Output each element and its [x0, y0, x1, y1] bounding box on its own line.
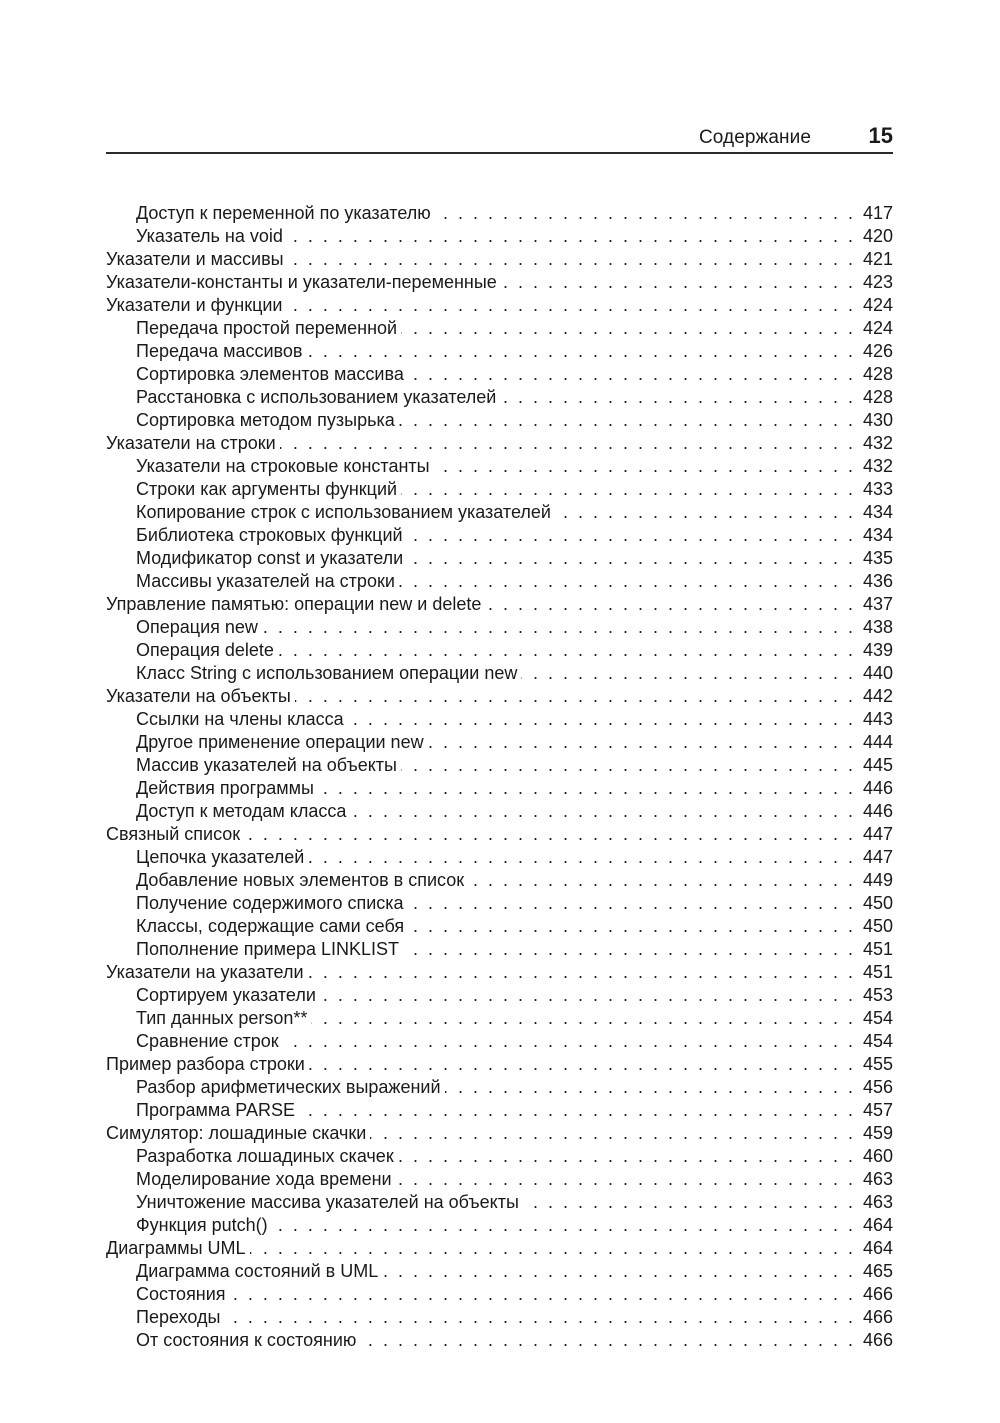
- toc-entry-page: 439: [862, 640, 893, 660]
- toc-entry-title: Строки как аргументы функций: [136, 479, 398, 499]
- toc-entry-title: Операция new: [136, 617, 258, 637]
- toc-entry-title: Разбор арифметических выражений: [136, 1077, 441, 1097]
- toc-subsection-entry: [106, 1076, 893, 1099]
- dot-leader: [224, 1306, 853, 1329]
- toc-entry-page: 445: [862, 755, 893, 775]
- toc-subsection-entry: [106, 777, 893, 800]
- dot-leader: [399, 570, 853, 593]
- dot-leader: [435, 202, 853, 225]
- toc-subsection-entry: [106, 1191, 893, 1214]
- dot-leader: [287, 225, 853, 248]
- toc-section-entry: [106, 961, 893, 984]
- toc-subsection-entry: [106, 1168, 893, 1191]
- toc-entry-title: Состояния: [136, 1284, 226, 1304]
- toc-subsection-entry: [106, 938, 893, 961]
- toc-entry-title: Связный список: [106, 824, 241, 844]
- dot-leader: [401, 754, 853, 777]
- toc-entry-title: Указатели-константы и указатели-переменные: [106, 272, 497, 292]
- dot-leader: [350, 800, 853, 823]
- toc-entry-title: Указатели на указатели: [106, 962, 304, 982]
- page-number: 15: [868, 123, 893, 148]
- toc-entry-title: Передача массивов: [136, 341, 303, 361]
- toc-entry-page: 454: [862, 1031, 893, 1051]
- toc-entry-title: Копирование строк с использованием указателей: [136, 502, 551, 522]
- dot-leader: [311, 1007, 853, 1030]
- dot-leader: [401, 317, 853, 340]
- dot-leader: [230, 1283, 853, 1306]
- dot-leader: [501, 271, 853, 294]
- toc-subsection-entry: [106, 524, 893, 547]
- toc-subsection-entry: [106, 1007, 893, 1030]
- toc-subsection-entry: [106, 892, 893, 915]
- toc-entry-title: Пример разбора строки: [106, 1054, 305, 1074]
- toc-subsection-entry: [106, 754, 893, 777]
- toc-entry-title: Библиотека строковых функций: [136, 525, 403, 545]
- toc-section-entry: [106, 1122, 893, 1145]
- toc-entry-page: 465: [862, 1261, 893, 1281]
- dot-leader: [318, 777, 853, 800]
- toc-entry-title: Доступ к переменной по указателю: [136, 203, 431, 223]
- toc-entry-page: 421: [862, 249, 893, 269]
- toc-entry-title: Сортировка методом пузырька: [136, 410, 395, 430]
- toc-subsection-entry: [106, 570, 893, 593]
- page-header: [106, 124, 893, 154]
- toc-section-entry: [106, 432, 893, 455]
- dot-leader: [408, 915, 853, 938]
- toc-entry-page: 460: [862, 1146, 893, 1166]
- toc-entry-title: Пополнение примера LINKLIST: [136, 939, 400, 959]
- dot-leader: [348, 708, 853, 731]
- toc-entry-page: 463: [862, 1169, 893, 1189]
- dot-leader: [485, 593, 853, 616]
- toc-subsection-entry: [106, 662, 893, 685]
- toc-entry-page: 451: [862, 962, 893, 982]
- dot-leader: [280, 432, 853, 455]
- dot-leader: [370, 1122, 853, 1145]
- dot-leader: [308, 846, 853, 869]
- toc-entry-page: 443: [862, 709, 893, 729]
- toc-entry-title: Указатели на объекты: [106, 686, 291, 706]
- dot-leader: [278, 639, 853, 662]
- toc-subsection-entry: [106, 984, 893, 1007]
- toc-entry-page: 442: [862, 686, 893, 706]
- toc-entry-title: Получение содержимого списка: [136, 893, 404, 913]
- toc-entry-page: 428: [862, 387, 893, 407]
- toc-entry-page: 466: [862, 1307, 893, 1327]
- toc-section-entry: [106, 593, 893, 616]
- toc-entry-page: 446: [862, 778, 893, 798]
- toc-entry-page: 437: [862, 594, 893, 614]
- toc-entry-title: Цепочка указателей: [136, 847, 305, 867]
- dot-leader: [408, 892, 853, 915]
- toc-entry-page: 466: [862, 1284, 893, 1304]
- toc-entry-title: Операция delete: [136, 640, 274, 660]
- toc-entry-page: 424: [862, 318, 893, 338]
- toc-entry-title: Переходы: [136, 1307, 221, 1327]
- dot-leader: [555, 501, 853, 524]
- dot-leader: [401, 478, 853, 501]
- toc-entry-title: Разработка лошадиных скачек: [136, 1146, 394, 1166]
- dot-leader: [244, 823, 853, 846]
- toc-entry-title: Управление памятью: операции new и delete: [106, 594, 482, 614]
- toc-subsection-entry: [106, 639, 893, 662]
- dot-leader: [286, 294, 853, 317]
- dot-leader: [403, 938, 853, 961]
- dot-leader: [262, 616, 853, 639]
- dot-leader: [320, 984, 853, 1007]
- toc-entry-title: Тип данных person**: [136, 1008, 308, 1028]
- dot-leader: [288, 248, 853, 271]
- toc-subsection-entry: [106, 478, 893, 501]
- dot-leader: [523, 1191, 853, 1214]
- dot-leader: [399, 409, 853, 432]
- dot-leader: [468, 869, 853, 892]
- dot-leader: [309, 1053, 853, 1076]
- toc-entry-title: Массив указателей на объекты: [136, 755, 397, 775]
- toc-entry-title: Симулятор: лошадиные скачки: [106, 1123, 367, 1143]
- toc-entry-title: Моделирование хода времени: [136, 1169, 392, 1189]
- toc-subsection-entry: [106, 1306, 893, 1329]
- toc-subsection-entry: [106, 800, 893, 823]
- toc-entry-title: Сортировка элементов массива: [136, 364, 404, 384]
- toc-subsection-entry: [106, 455, 893, 478]
- toc-subsection-entry: [106, 1099, 893, 1122]
- toc-entry-page: 453: [862, 985, 893, 1005]
- toc-entry-title: От состояния к состоянию: [136, 1330, 357, 1350]
- toc-entry-page: 464: [862, 1238, 893, 1258]
- toc-entry-title: Сравнение строк: [136, 1031, 279, 1051]
- toc-entry-page: 420: [862, 226, 893, 246]
- toc-subsection-entry: [106, 501, 893, 524]
- toc-entry-page: 430: [862, 410, 893, 430]
- toc-entry-page: 434: [862, 502, 893, 522]
- dot-leader: [521, 662, 853, 685]
- toc-section-entry: [106, 1237, 893, 1260]
- toc-subsection-entry: [106, 869, 893, 892]
- toc-subsection-entry: [106, 1260, 893, 1283]
- toc-entry-page: 435: [862, 548, 893, 568]
- dot-leader: [299, 1099, 853, 1122]
- toc-entry-page: 464: [862, 1215, 893, 1235]
- dot-leader: [295, 685, 853, 708]
- toc-entry-page: 450: [862, 893, 893, 913]
- dot-leader: [396, 1168, 853, 1191]
- toc-entry-title: Классы, содержащие сами себя: [136, 916, 405, 936]
- toc-entry-title: Расстановка с использованием указателей: [136, 387, 497, 407]
- toc-subsection-entry: [106, 1214, 893, 1237]
- toc-subsection-entry: [106, 915, 893, 938]
- toc-entry-page: 432: [862, 456, 893, 476]
- toc-entry-title: Другое применение операции new: [136, 732, 424, 752]
- toc-entry-page: 423: [862, 272, 893, 292]
- toc-entry-page: 440: [862, 663, 893, 683]
- toc-entry-title: Указатели на строковые константы: [136, 456, 430, 476]
- toc-entry-page: 434: [862, 525, 893, 545]
- toc-entry-title: Добавление новых элементов в список: [136, 870, 465, 890]
- toc-section-entry: [106, 823, 893, 846]
- dot-leader: [250, 1237, 853, 1260]
- toc-entry-title: Доступ к методам класса: [136, 801, 347, 821]
- toc-subsection-entry: [106, 846, 893, 869]
- toc-entry-page: 424: [862, 295, 893, 315]
- toc-entry-page: 447: [862, 824, 893, 844]
- toc-section-entry: [106, 294, 893, 317]
- toc-entry-title: Указатели и массивы: [106, 249, 284, 269]
- toc-subsection-entry: [106, 1145, 893, 1168]
- toc-subsection-entry: [106, 202, 893, 225]
- toc-subsection-entry: [106, 225, 893, 248]
- toc-entry-title: Программа PARSE: [136, 1100, 295, 1120]
- toc-entry-title: Массивы указателей на строки: [136, 571, 395, 591]
- toc-entry-page: 466: [862, 1330, 893, 1350]
- toc-section-entry: [106, 1053, 893, 1076]
- toc-entry-title: Класс String с использованием операции new: [136, 663, 518, 683]
- toc-entry-page: 455: [862, 1054, 893, 1074]
- dot-leader: [308, 961, 854, 984]
- toc-section-entry: [106, 248, 893, 271]
- toc-subsection-entry: [106, 1283, 893, 1306]
- dot-leader: [408, 363, 853, 386]
- toc-subsection-entry: [106, 547, 893, 570]
- toc-entry-page: 436: [862, 571, 893, 591]
- toc-subsection-entry: [106, 1030, 893, 1053]
- toc-section-entry: [106, 685, 893, 708]
- dot-leader: [434, 455, 853, 478]
- dot-leader: [360, 1329, 853, 1352]
- toc-subsection-entry: [106, 363, 893, 386]
- dot-leader: [500, 386, 853, 409]
- toc-entry-title: Уничтожение массива указателей на объекты: [136, 1192, 519, 1212]
- toc-subsection-entry: [106, 317, 893, 340]
- toc-entry-title: Указатели на строки: [106, 433, 276, 453]
- dot-leader: [445, 1076, 853, 1099]
- toc-entry-page: 463: [862, 1192, 893, 1212]
- toc-entry-page: 449: [862, 870, 893, 890]
- toc-entry-page: 432: [862, 433, 893, 453]
- toc-subsection-entry: [106, 731, 893, 754]
- toc-subsection-entry: [106, 409, 893, 432]
- running-head-title: Содержание: [698, 127, 811, 148]
- dot-leader: [428, 731, 853, 754]
- toc-entry-page: 451: [862, 939, 893, 959]
- toc-entry-page: 450: [862, 916, 893, 936]
- toc-section-entry: [106, 271, 893, 294]
- dot-leader: [306, 340, 853, 363]
- dot-leader: [382, 1260, 853, 1283]
- toc-entry-title: Диаграмма состояний в UML: [136, 1261, 379, 1281]
- dot-leader: [398, 1145, 853, 1168]
- toc-entry-title: Передача простой переменной: [136, 318, 398, 338]
- toc-entry-title: Сортируем указатели: [136, 985, 316, 1005]
- dot-leader: [272, 1214, 853, 1237]
- toc-entry-page: 454: [862, 1008, 893, 1028]
- toc-entry-page: 444: [862, 732, 893, 752]
- toc-entry-page: 457: [862, 1100, 893, 1120]
- toc-entry-title: Диаграммы UML: [106, 1238, 246, 1258]
- toc-entry-title: Действия программы: [136, 778, 314, 798]
- toc-entry-page: 447: [862, 847, 893, 867]
- toc-subsection-entry: [106, 340, 893, 363]
- dot-leader: [407, 524, 853, 547]
- toc-entry-title: Указатель на void: [136, 226, 283, 246]
- toc-entry-title: Указатели и функции: [106, 295, 283, 315]
- toc-entry-page: 417: [862, 203, 893, 223]
- toc-entry-page: 446: [862, 801, 893, 821]
- toc-subsection-entry: [106, 386, 893, 409]
- toc-entry-title: Функция putch(): [136, 1215, 268, 1235]
- dot-leader: [407, 547, 853, 570]
- toc-entry-page: 459: [862, 1123, 893, 1143]
- table-of-contents: [106, 202, 893, 1352]
- toc-entry-page: 428: [862, 364, 893, 384]
- toc-entry-page: 438: [862, 617, 893, 637]
- toc-entry-page: 456: [862, 1077, 893, 1097]
- toc-entry-page: 426: [862, 341, 893, 361]
- toc-entry-page: 433: [862, 479, 893, 499]
- toc-subsection-entry: [106, 1329, 893, 1352]
- toc-entry-title: Ссылки на члены класса: [136, 709, 344, 729]
- toc-subsection-entry: [106, 616, 893, 639]
- toc-entry-title: Модификатор const и указатели: [136, 548, 404, 568]
- dot-leader: [283, 1030, 853, 1053]
- toc-subsection-entry: [106, 708, 893, 731]
